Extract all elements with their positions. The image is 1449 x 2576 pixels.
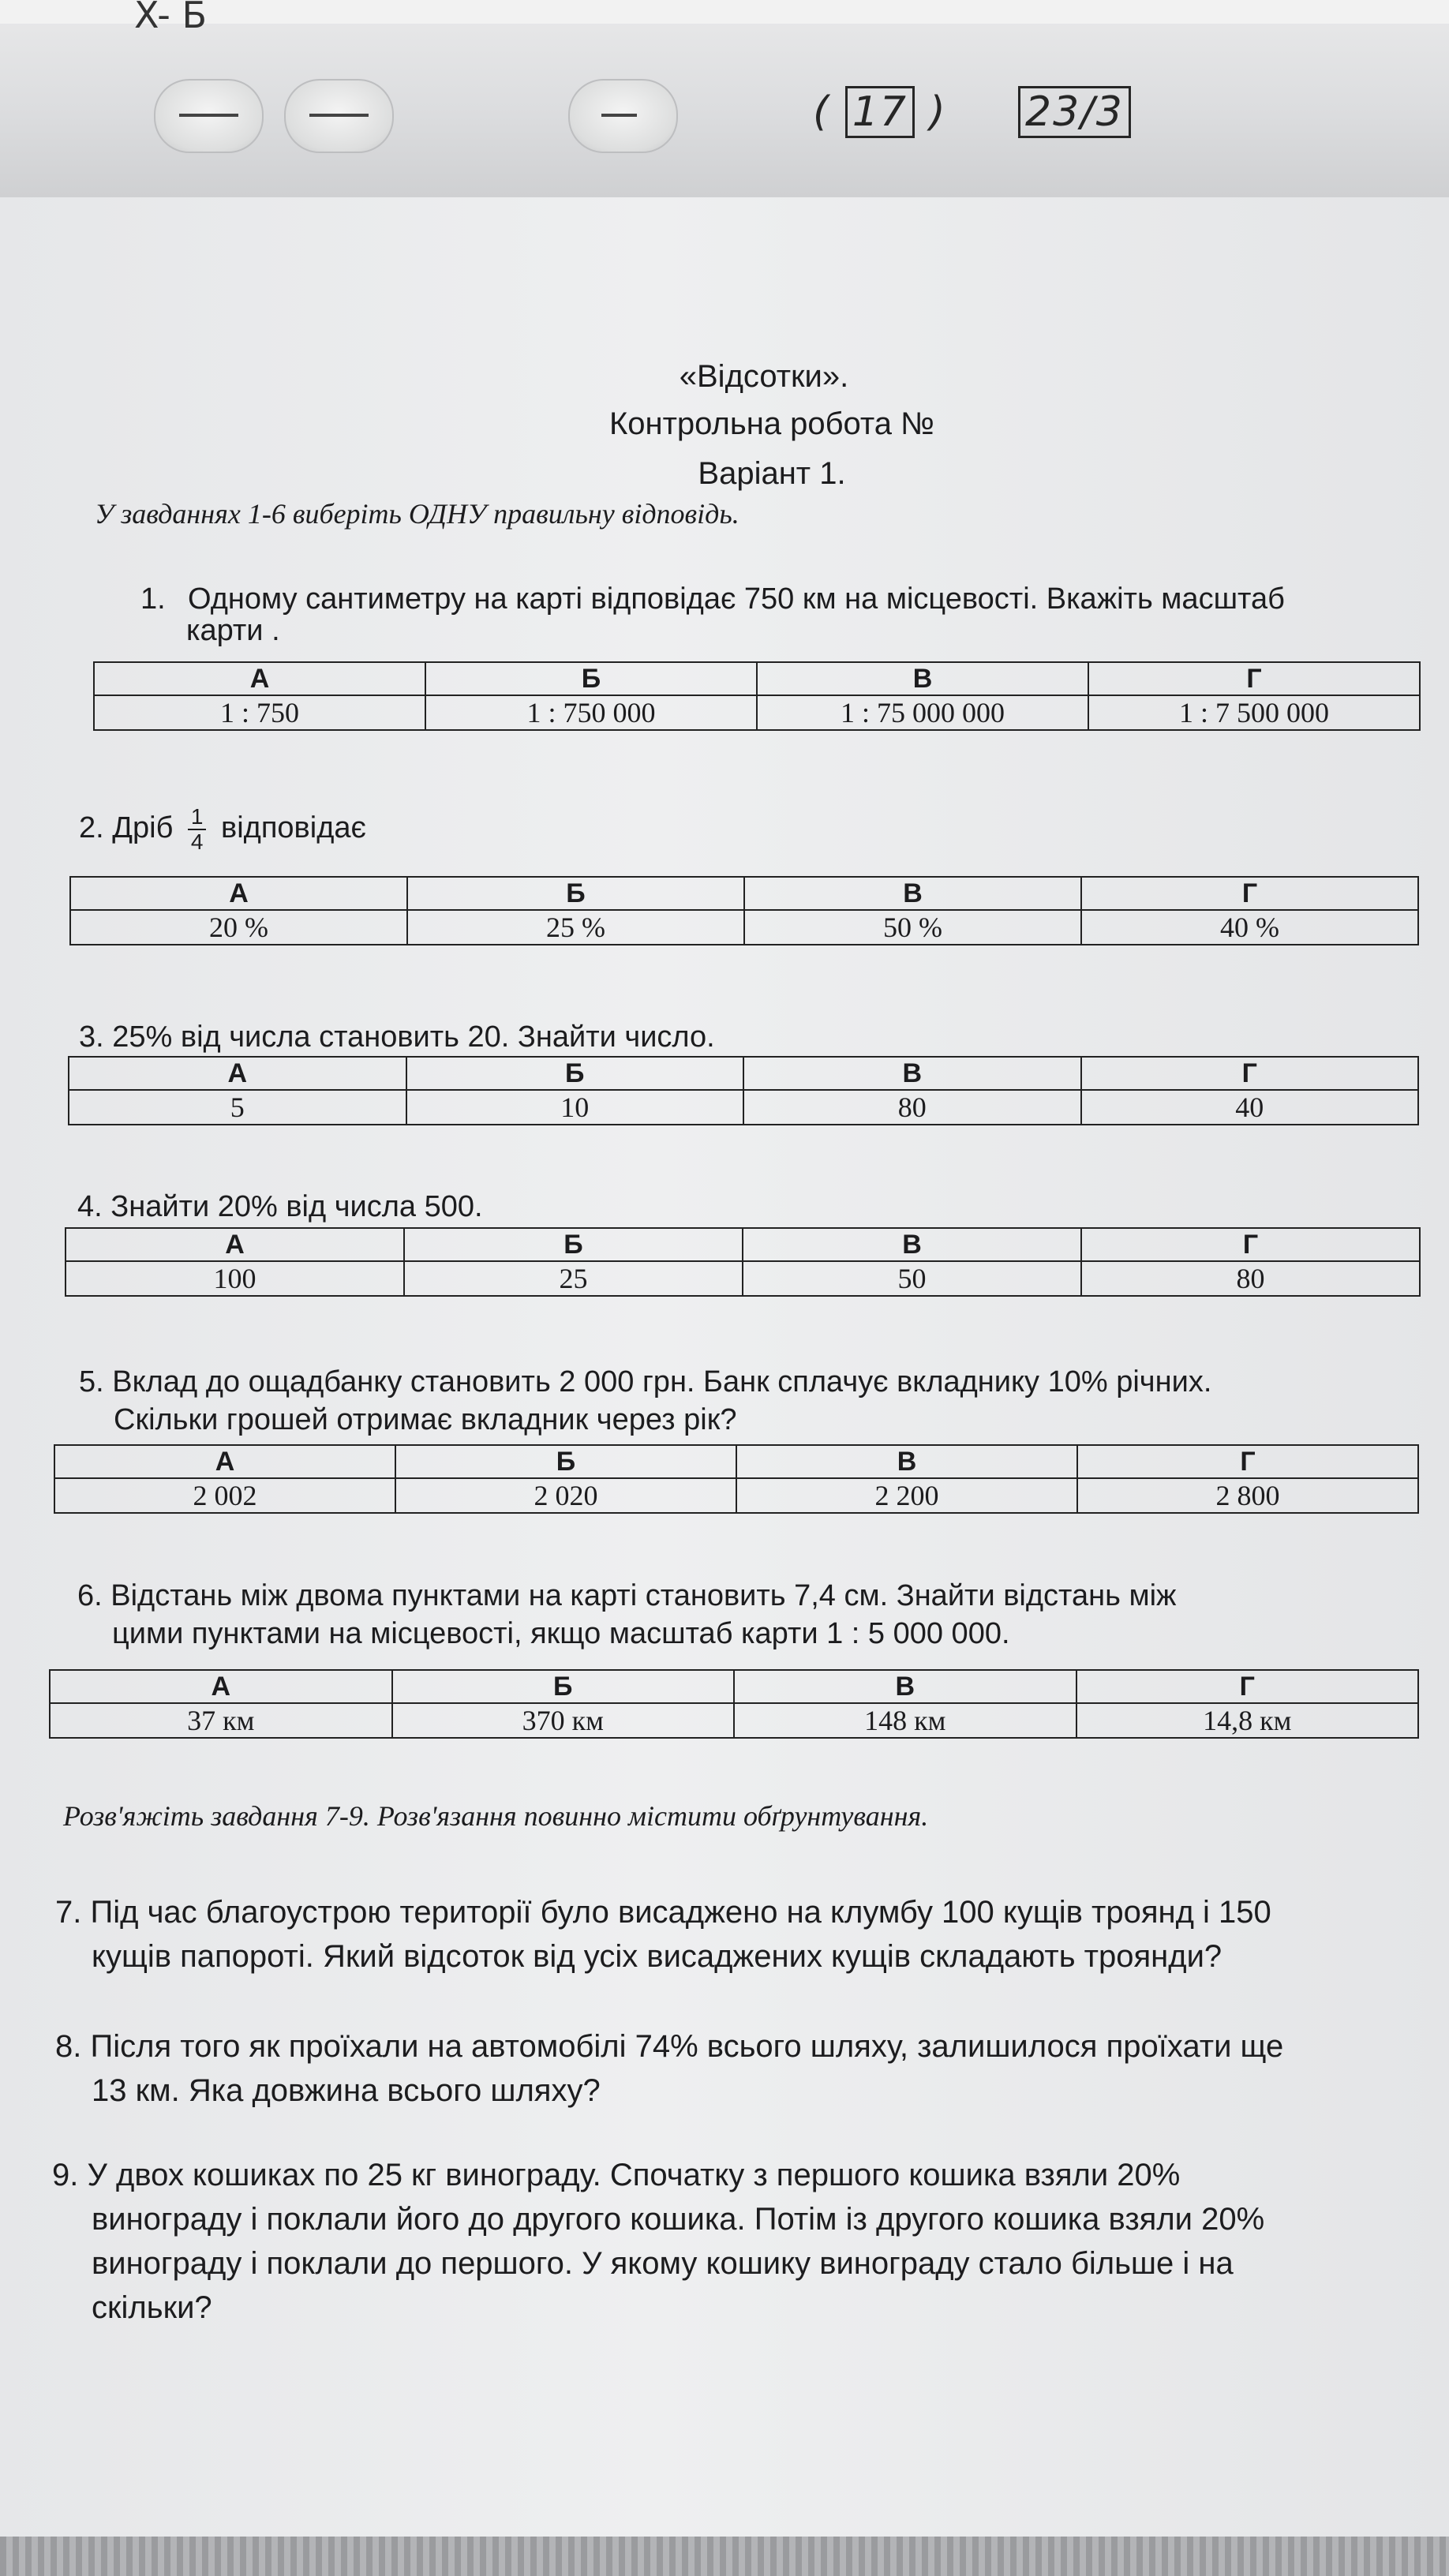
- answer-table-3: [68, 1056, 1419, 1125]
- question-6: [77, 1577, 1176, 1653]
- task-number: 7.: [55, 1895, 82, 1930]
- question-1: [140, 580, 1285, 650]
- option-header-a: А: [66, 1228, 404, 1261]
- punch-hole: [284, 79, 394, 153]
- question-text: Одному сантиметру на карті відповідає 750 км на місцевості. Вкажіть масштаб: [188, 582, 1285, 616]
- task-text: Після того як проїхали на автомобілі 74% всього шляху, залишилося проїхати ще: [90, 2029, 1284, 2064]
- option-value-c: 50 %: [744, 910, 1081, 945]
- answer-table-6: [49, 1669, 1419, 1739]
- option-value-c: 1 : 75 000 000: [757, 695, 1088, 730]
- option-value-c: 50: [743, 1261, 1081, 1296]
- option-header-d: Г: [1081, 1228, 1420, 1261]
- question-text-cont: цими пунктами на місцевості, якщо масштаб карти 1 : 5 000 000.: [112, 1617, 1010, 1650]
- punch-hole: [568, 79, 678, 153]
- option-header-d: Г: [1081, 1057, 1419, 1090]
- fraction: $\frac{1}{4}$: [188, 805, 207, 854]
- handwritten-scrawl: X- Б: [134, 0, 207, 36]
- question-number: 3.: [79, 1020, 104, 1054]
- option-value-b: 370 км: [392, 1703, 735, 1738]
- question-number: 1.: [140, 582, 166, 616]
- option-header-c: В: [757, 662, 1088, 695]
- option-header-a: А: [70, 877, 407, 910]
- question-number: 5.: [79, 1365, 104, 1398]
- handwritten-mark-2: 23/3: [1018, 88, 1131, 136]
- question-4: [77, 1188, 483, 1226]
- option-header-b: Б: [392, 1670, 735, 1703]
- option-header-c: В: [736, 1445, 1077, 1478]
- question-number: 4.: [77, 1190, 103, 1223]
- option-header-b: Б: [404, 1228, 743, 1261]
- answer-table-2: [69, 876, 1419, 945]
- question-text: Відстань між двома пунктами на карті становить 7,4 см. Знайти відстань між: [110, 1579, 1177, 1612]
- task-text-cont: винограду і поклали до першого. У якому кошику винограду стало більше і на: [92, 2246, 1234, 2281]
- task-7: [55, 1890, 1444, 1979]
- variant-title: Варіант 1.: [698, 456, 846, 491]
- option-value-d: 14,8 км: [1076, 1703, 1419, 1738]
- option-header-a: А: [54, 1445, 395, 1478]
- option-value-a: 100: [66, 1261, 404, 1296]
- task-number: 8.: [55, 2029, 82, 2064]
- answer-table-4: [65, 1227, 1421, 1297]
- question-number: 6.: [77, 1579, 103, 1612]
- option-value-b: 1 : 750 000: [425, 695, 757, 730]
- option-header-b: Б: [407, 877, 744, 910]
- option-value-c: 2 200: [736, 1478, 1077, 1513]
- option-header-a: А: [94, 662, 425, 695]
- option-value-d: 40 %: [1081, 910, 1418, 945]
- question-text: 25% від числа становить 20. Знайти число.: [112, 1020, 715, 1054]
- option-value-a: 1 : 750: [94, 695, 425, 730]
- answer-table-1: [93, 661, 1421, 731]
- question-text: Знайти 20% від числа 500.: [110, 1190, 483, 1223]
- option-value-a: 20 %: [70, 910, 407, 945]
- option-header-b: Б: [425, 662, 757, 695]
- page-title: Контрольна робота №: [608, 406, 935, 441]
- instruction-part1: У завданнях 1-6 виберіть ОДНУ правильну відповідь.: [95, 498, 739, 530]
- question-number: 2.: [79, 811, 104, 845]
- instruction-part2: Розв'яжіть завдання 7-9. Розв'язання повинно містити обґрунтування.: [63, 1800, 929, 1832]
- topic-title: «Відсотки».: [679, 359, 849, 394]
- option-value-d: 1 : 7 500 000: [1088, 695, 1420, 730]
- option-header-c: В: [743, 1057, 1081, 1090]
- option-header-c: В: [743, 1228, 1081, 1261]
- task-text-cont: кущів папороті. Який відсоток від усіх висаджених кущів складають троянди?: [92, 1939, 1222, 1974]
- option-value-a: 37 км: [50, 1703, 392, 1738]
- option-header-d: Г: [1088, 662, 1420, 695]
- option-value-b: 25 %: [407, 910, 744, 945]
- option-header-d: Г: [1081, 877, 1418, 910]
- question-text-cont: Скільки грошей отримає вкладник через рік?: [114, 1403, 737, 1436]
- option-header-a: А: [69, 1057, 406, 1090]
- option-header-d: Г: [1076, 1670, 1419, 1703]
- question-5: [79, 1363, 1211, 1439]
- answer-table-5: [54, 1444, 1419, 1514]
- task-text: У двох кошиках по 25 кг винограду. Спочатку з першого кошика взяли 20%: [87, 2158, 1181, 2192]
- question-text-suffix: відповідає: [221, 811, 366, 845]
- option-value-c: 148 км: [734, 1703, 1076, 1738]
- option-header-c: В: [744, 877, 1081, 910]
- task-9: [52, 2153, 1441, 2330]
- option-value-d: 40: [1081, 1090, 1419, 1125]
- task-text-cont: скільки?: [92, 2290, 212, 2325]
- option-value-b: 25: [404, 1261, 743, 1296]
- option-value-d: 2 800: [1077, 1478, 1418, 1513]
- sheet-protector-top: [0, 0, 1449, 200]
- question-text: Вклад до ощадбанку становить 2 000 грн. Банк сплачує вкладнику 10% річних.: [112, 1365, 1212, 1398]
- option-value-a: 2 002: [54, 1478, 395, 1513]
- option-header-c: В: [734, 1670, 1076, 1703]
- question-3: [79, 1018, 715, 1056]
- task-number: 9.: [52, 2158, 79, 2192]
- option-value-b: 2 020: [395, 1478, 736, 1513]
- option-header-b: Б: [406, 1057, 744, 1090]
- option-header-a: А: [50, 1670, 392, 1703]
- option-header-b: Б: [395, 1445, 736, 1478]
- option-value-a: 5: [69, 1090, 406, 1125]
- task-text: Під час благоустрою території було висаджено на клумбу 100 кущів троянд і 150: [90, 1895, 1271, 1930]
- option-header-d: Г: [1077, 1445, 1418, 1478]
- sleeve-edge: [0, 0, 1449, 24]
- question-2: [79, 805, 366, 854]
- option-value-d: 80: [1081, 1261, 1420, 1296]
- task-text-cont: 13 км. Яка довжина всього шляху?: [92, 2073, 601, 2108]
- question-text-cont: карти .: [186, 614, 280, 647]
- punch-hole: [154, 79, 264, 153]
- handwritten-mark-1: ( 17 ): [813, 88, 947, 136]
- desk-edge: [0, 2537, 1449, 2576]
- question-text-prefix: Дріб: [112, 811, 174, 845]
- option-value-b: 10: [406, 1090, 744, 1125]
- task-8: [55, 2024, 1444, 2113]
- task-text-cont: винограду і поклали його до другого кошика. Потім із другого кошика взяли 20%: [92, 2202, 1265, 2237]
- option-value-c: 80: [743, 1090, 1081, 1125]
